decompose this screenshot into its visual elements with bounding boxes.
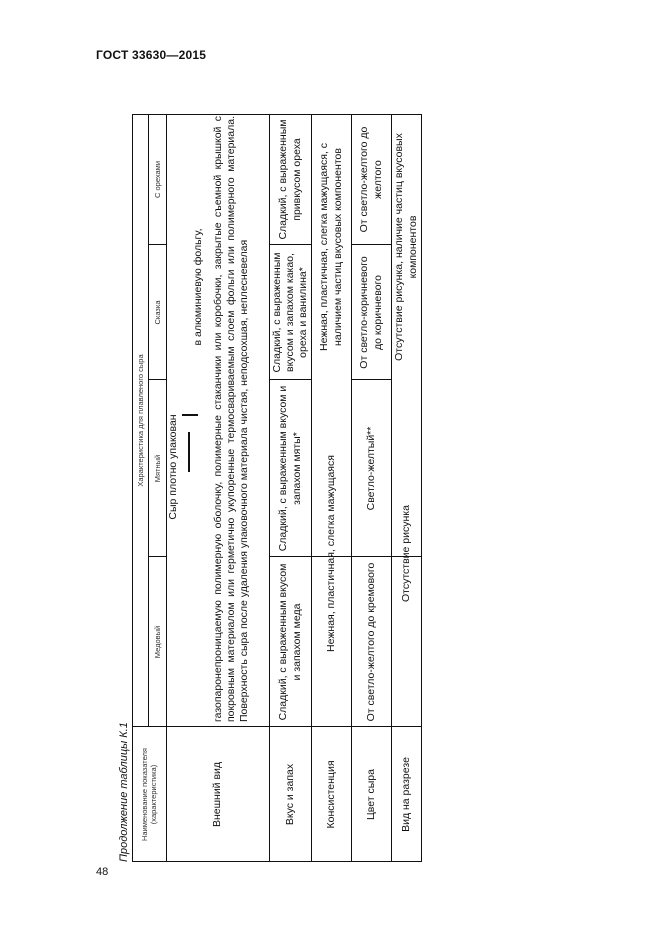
row-label-section: Вид на разрезе (399, 757, 412, 832)
consistency-honey-mint: Нежная, пластичная, слегка мажущаяся (324, 455, 337, 652)
header-column-honey: Медовый (152, 625, 162, 659)
dash-mark (188, 432, 190, 472)
taste-nuts: Сладкий, с выраженным привкусом ореха (277, 119, 303, 240)
section-honey-mint: Отсутствие рисунка (399, 505, 412, 602)
appearance-wrapped: Сыр плотно упакован (167, 414, 180, 520)
row-label-taste: Вкус и запах (283, 763, 296, 826)
row-label-appearance: Внешний вид (211, 761, 224, 828)
taste-honey: Сладкий, с выраженным вкусом и запахом меда (277, 563, 303, 721)
dash-mark (182, 415, 198, 417)
color-mint: Светло-желтый** (364, 426, 377, 511)
document-code: ГОСТ 33630—2015 (96, 48, 207, 62)
table-caption: Продолжение таблицы К.1 (118, 722, 130, 862)
color-honey: От светло-желтого до кремового (364, 562, 377, 722)
header-column-nuts: С орехами (152, 160, 162, 199)
appearance-foil: в алюминиевую фольгу, (192, 228, 205, 346)
taste-mint: Сладкий, с выраженным вкусом и запахом мяты* (277, 385, 303, 552)
section-skazka-nuts: Отсутствие рисунка, наличие частиц вкусовых компонентов (393, 133, 419, 361)
taste-skazka: Сладкий, с выраженным вкусом и запахом какао, ореха и ванилина* (270, 252, 310, 373)
header-column-skazka: Сказка (152, 300, 162, 325)
header-indicator: Наименование показателя (характеристика) (139, 748, 158, 841)
header-group: Характеристика для плавленого сыра (135, 354, 145, 487)
color-nuts: От светло-желтого до желтого (358, 126, 384, 233)
appearance-packaging: газопаронепроницаемую полимерную оболочку, полимерные стаканчики или коробочки, закрытые съемной крышкой с покровным материалом или герметично укупоренные термосвариваемым слоем фольги или полимерного материала. Поверхность сыра после удаления упаковочного материала чистая, неподсохшая, неплесневелая (212, 116, 251, 722)
page-number: 48 (96, 866, 109, 878)
header-column-mint: Мятный (152, 454, 162, 483)
rotated-table-block (118, 114, 422, 862)
row-label-consistency: Консистенция (324, 760, 337, 829)
table-grid (118, 114, 422, 862)
row-label-color: Цвет сыра (364, 769, 377, 820)
consistency-skazka-nuts: Нежная, пластичная, слегка мажущаяся, с наличием частиц вкусовых компонентов (318, 143, 344, 351)
color-skazka: От светло-коричневого до коричневого (358, 256, 384, 369)
